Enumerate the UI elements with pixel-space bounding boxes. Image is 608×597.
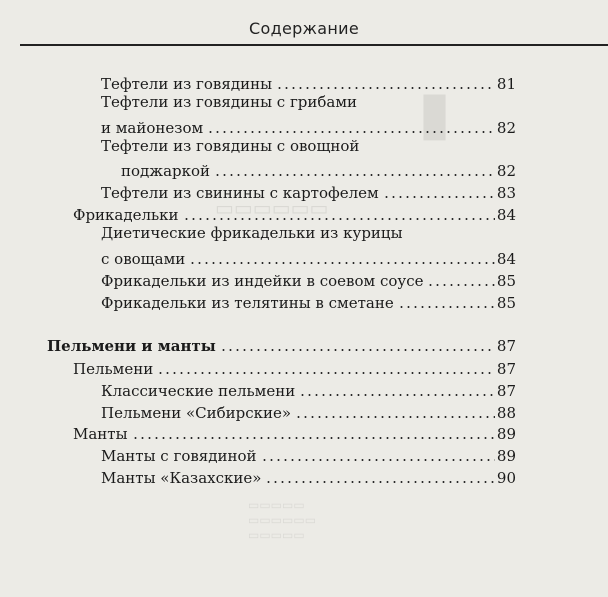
- toc-entry-title: Манты с говядиной: [101, 447, 257, 465]
- toc-entry-page: 83: [496, 184, 516, 202]
- show-through-mark: ▮: [418, 78, 452, 148]
- toc-entry-title: Пельмени «Сибирские»: [101, 404, 292, 422]
- dot-leader: [295, 405, 495, 419]
- dot-leader: [299, 383, 495, 397]
- toc-entry[interactable]: [101, 443, 516, 465]
- toc-entry[interactable]: [101, 400, 516, 422]
- toc-entry-title: Пельмени: [73, 360, 154, 378]
- toc-chapter-page: 87: [496, 337, 516, 355]
- dot-leader: [132, 426, 495, 440]
- toc-entry[interactable]: [101, 465, 516, 487]
- toc-entry[interactable]: [101, 71, 516, 93]
- toc-entry-title: Тефтели из говядины: [101, 75, 273, 93]
- toc-entry-page: 87: [496, 360, 516, 378]
- toc-entry-title-line1: Тефтели из говядины с грибами: [101, 93, 358, 111]
- toc-entry-title: Классические пельмени: [101, 382, 296, 400]
- dot-leader: [189, 251, 495, 265]
- toc-entry[interactable]: [101, 158, 516, 180]
- toc-entry-title: Манты «Казахские»: [101, 469, 262, 487]
- toc-entry-page: 85: [496, 272, 516, 290]
- dot-leader: [207, 120, 495, 134]
- toc-entry-page: 85: [496, 294, 516, 312]
- toc-entry-title: с овощами: [101, 250, 186, 268]
- toc-entry-page: 81: [496, 75, 516, 93]
- dot-leader: [276, 76, 495, 90]
- dot-leader: [220, 338, 495, 352]
- toc-entry-page: 82: [496, 119, 516, 137]
- dot-leader: [214, 163, 495, 177]
- toc-entry-page: 84: [496, 250, 516, 268]
- toc-entry-title: Манты: [73, 425, 128, 443]
- toc-entry[interactable]: [101, 268, 516, 290]
- dot-leader: [383, 185, 495, 199]
- toc-entry[interactable]: [101, 378, 516, 400]
- dot-leader: [427, 273, 494, 287]
- dot-leader: [157, 361, 495, 375]
- toc-entry[interactable]: [73, 421, 516, 443]
- dot-leader: [183, 207, 495, 221]
- toc-entry-page: 87: [496, 382, 516, 400]
- show-through-mark: ▭▭▭▭▭ ▭▭▭▭▭▭ ▭▭▭▭▭: [248, 498, 317, 542]
- toc-entry[interactable]: [101, 180, 516, 202]
- toc-entry-title: Тефтели из свинины с картофелем: [101, 184, 379, 202]
- toc-entry-title: и майонезом: [101, 119, 204, 137]
- dot-leader: [261, 448, 495, 462]
- toc-entry-page: 89: [496, 447, 516, 465]
- toc-entry-page: 88: [496, 404, 516, 422]
- toc-entry[interactable]: [101, 115, 516, 137]
- toc-chapter[interactable]: [47, 333, 516, 355]
- toc-entry-page: 82: [496, 162, 516, 180]
- toc-entry-page: 84: [496, 206, 516, 224]
- toc-entry-page: 90: [496, 469, 516, 487]
- toc-entry-title-line1: Тефтели из говядины с овощной: [101, 137, 360, 155]
- toc-entry[interactable]: [73, 356, 516, 378]
- toc-entry[interactable]: [101, 290, 516, 312]
- toc-entry[interactable]: [73, 202, 516, 224]
- toc-entry-page: 89: [496, 425, 516, 443]
- toc-chapter-title: Пельмени и манты: [47, 337, 216, 355]
- dot-leader: [398, 295, 495, 309]
- toc-entry-title: Фрикадельки из индейки в соевом соусе: [101, 272, 424, 290]
- dot-leader: [265, 470, 494, 484]
- toc-entry[interactable]: [101, 246, 516, 268]
- toc-entry-title: Фрикадельки: [73, 206, 179, 224]
- toc-entry-title: поджаркой: [121, 162, 211, 180]
- toc-entry-title-line1: Диетические фрикадельки из курицы: [101, 224, 403, 242]
- page-header-title: Содержание: [249, 19, 359, 38]
- toc-entry-title: Фрикадельки из телятины в сметане: [101, 294, 394, 312]
